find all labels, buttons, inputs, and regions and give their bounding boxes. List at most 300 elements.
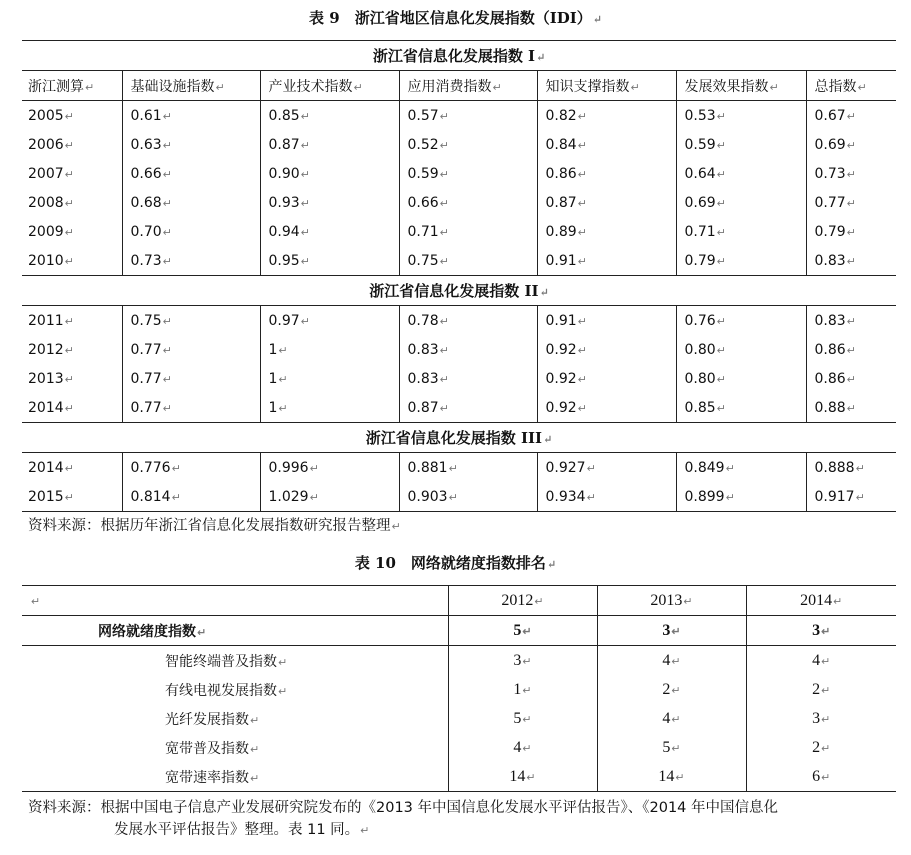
paragraph-mark-icon: ↵ [278, 343, 288, 357]
table9-value-cell-text: 0.86 [545, 165, 577, 182]
table9-value-cell-text: 0.79 [684, 252, 716, 269]
paragraph-mark-icon: ↵ [250, 713, 260, 727]
table9-value-cell-text: 0.91 [545, 252, 577, 269]
table10-sub-value-text: 4 [662, 651, 671, 669]
table9-value-cell-text: 1 [268, 370, 278, 387]
paragraph-mark-icon: ↵ [162, 109, 172, 123]
table10-corner-cell [22, 586, 448, 616]
paragraph-mark-icon: ↵ [821, 742, 831, 755]
table9-value-cell [122, 335, 260, 364]
paragraph-mark-icon: ↵ [278, 684, 288, 698]
table9-value-cell [399, 364, 537, 393]
paragraph-mark-icon: ↵ [833, 595, 843, 608]
table9-section-title-row [22, 276, 896, 306]
table10-sub-value [746, 762, 896, 792]
table9-row [22, 130, 896, 159]
table9-row [22, 159, 896, 188]
table9-value-cell [537, 482, 676, 512]
table10-main-value [746, 616, 896, 646]
table9-value-cell [806, 393, 896, 423]
table10-sub-row [22, 646, 896, 676]
paragraph-mark-icon: ↵ [577, 109, 587, 123]
table9-value-cell [676, 217, 806, 246]
table9-section-title-row [22, 41, 896, 71]
paragraph-mark-icon: ↵ [64, 225, 74, 239]
table9-header-cell-text: 总指数 [814, 78, 857, 95]
table9-year-cell [22, 482, 122, 512]
paragraph-mark-icon: ↵ [64, 254, 74, 268]
table9-value-cell-text: 0.89 [545, 223, 577, 240]
paragraph-mark-icon: ↵ [439, 109, 449, 123]
table9-value-cell [260, 393, 399, 423]
table9-section-title-text: 浙江省信息化发展指数 I [372, 47, 536, 65]
table10-main-row [22, 616, 896, 646]
table9-year-cell-text: 2015 [28, 488, 64, 505]
table9-value-cell [399, 188, 537, 217]
table10-sub-value [448, 646, 597, 676]
table9-section-title-text: 浙江省信息化发展指数 III [365, 429, 543, 447]
table10-year-header-text: 2013 [650, 591, 683, 609]
table9-title [0, 8, 911, 30]
table9-header-cell-text: 产业技术指数 [268, 78, 353, 95]
table10-sub-value-text: 6 [812, 767, 821, 785]
paragraph-mark-icon: ↵ [716, 372, 726, 386]
table10-sub-label [22, 704, 448, 733]
paragraph-mark-icon: ↵ [439, 401, 449, 415]
table10-sub-label-text: 有线电视发展指数 [165, 682, 277, 699]
table9-header-row [22, 71, 896, 101]
paragraph-mark-icon: ↵ [300, 314, 310, 328]
table9-row [22, 101, 896, 131]
paragraph-mark-icon: ↵ [360, 824, 370, 837]
table9-header-cell [122, 71, 260, 101]
paragraph-mark-icon: ↵ [64, 401, 74, 415]
paragraph-mark-icon: ↵ [64, 138, 74, 152]
paragraph-mark-icon: ↵ [439, 314, 449, 328]
table9-source-note [28, 515, 401, 538]
table9-year-cell [22, 246, 122, 276]
table9-year-cell [22, 217, 122, 246]
table9-header-cell [676, 71, 806, 101]
table9-value-cell-text: 0.66 [130, 165, 162, 182]
table9-year-cell [22, 393, 122, 423]
paragraph-mark-icon: ↵ [439, 225, 449, 239]
table10-sub-label [22, 733, 448, 762]
paragraph-mark-icon: ↵ [671, 742, 681, 755]
table9-value-cell [676, 101, 806, 131]
table9-value-cell-text: 0.66 [407, 194, 439, 211]
table10-sub-row [22, 733, 896, 762]
table10-source-line1: 资料来源：根据中国电子信息产业发展研究院发布的《2013 年中国信息化发展水平评估报告》、《2014 年中国信息化 [28, 800, 779, 816]
table9-year-cell [22, 188, 122, 217]
paragraph-mark-icon: ↵ [671, 684, 681, 697]
paragraph-mark-icon: ↵ [716, 109, 726, 123]
table9-header-cell-text: 知识支撑指数 [545, 78, 630, 95]
table10-sub-value [597, 675, 746, 704]
table9-value-cell [260, 364, 399, 393]
table9-value-cell [537, 306, 676, 336]
paragraph-mark-icon: ↵ [671, 713, 681, 726]
table9-value-cell [676, 246, 806, 276]
table9-value-cell-text: 0.87 [407, 399, 439, 416]
paragraph-mark-icon: ↵ [846, 254, 856, 268]
table10-sub-value-text: 4 [662, 709, 671, 727]
paragraph-mark-icon: ↵ [846, 109, 856, 123]
table9-header-cell [537, 71, 676, 101]
paragraph-mark-icon: ↵ [278, 401, 288, 415]
paragraph-mark-icon: ↵ [64, 109, 74, 123]
table10-sub-value [746, 704, 896, 733]
table9-value-cell-text: 0.92 [545, 341, 577, 358]
table9-value-cell [537, 130, 676, 159]
table9-header-cell-text: 发展效果指数 [684, 78, 769, 95]
paragraph-mark-icon: ↵ [716, 343, 726, 357]
paragraph-mark-icon: ↵ [162, 314, 172, 328]
table9-value-cell [399, 453, 537, 483]
table10-sub-label [22, 762, 448, 792]
table9-value-cell-text: 0.86 [814, 370, 846, 387]
table9-value-cell-text: 0.77 [130, 370, 162, 387]
paragraph-mark-icon: ↵ [64, 372, 74, 386]
paragraph-mark-icon: ↵ [162, 254, 172, 268]
paragraph-mark-icon: ↵ [64, 167, 74, 181]
table9-value-cell-text: 0.881 [407, 459, 448, 476]
table10-sub-value [746, 646, 896, 676]
paragraph-mark-icon: ↵ [716, 167, 726, 181]
table9-value-cell [806, 159, 896, 188]
paragraph-mark-icon: ↵ [522, 684, 532, 697]
table9-value-cell-text: 0.93 [268, 194, 300, 211]
paragraph-mark-icon: ↵ [300, 167, 310, 181]
table10-sub-value [448, 733, 597, 762]
table9-value-cell [676, 159, 806, 188]
table9-value-cell-text: 0.82 [545, 107, 577, 124]
paragraph-mark-icon: ↵ [769, 80, 779, 94]
table9-value-cell-text: 0.53 [684, 107, 716, 124]
paragraph-mark-icon: ↵ [162, 138, 172, 152]
table9-value-cell [260, 246, 399, 276]
paragraph-mark-icon: ↵ [162, 167, 172, 181]
table9-value-cell-text: 0.814 [130, 488, 171, 505]
paragraph-mark-icon: ↵ [309, 461, 319, 475]
paragraph-mark-icon: ↵ [162, 372, 172, 386]
paragraph-mark-icon: ↵ [448, 461, 458, 475]
table10-main-value-text: 5 [513, 621, 522, 639]
table9-value-cell [676, 335, 806, 364]
table9-value-cell [260, 101, 399, 131]
table9-year-cell [22, 335, 122, 364]
table10-year-header-text: 2012 [501, 591, 534, 609]
table9-value-cell [676, 306, 806, 336]
paragraph-mark-icon: ↵ [846, 343, 856, 357]
table9-value-cell-text: 0.61 [130, 107, 162, 124]
paragraph-mark-icon: ↵ [543, 433, 553, 446]
paragraph-mark-icon: ↵ [846, 314, 856, 328]
table9-header-cell [399, 71, 537, 101]
paragraph-mark-icon: ↵ [546, 558, 557, 571]
table9-year-cell [22, 364, 122, 393]
paragraph-mark-icon: ↵ [522, 713, 532, 726]
table9-row [22, 482, 896, 512]
table9-value-cell-text: 0.67 [814, 107, 846, 124]
paragraph-mark-icon: ↵ [439, 254, 449, 268]
paragraph-mark-icon: ↵ [300, 254, 310, 268]
table9-value-cell-text: 0.87 [545, 194, 577, 211]
paragraph-mark-icon: ↵ [577, 401, 587, 415]
paragraph-mark-icon: ↵ [300, 138, 310, 152]
paragraph-mark-icon: ↵ [31, 595, 41, 608]
paragraph-mark-icon: ↵ [821, 684, 831, 697]
table9-header-cell-text: 基础设施指数 [130, 78, 215, 95]
table9-row [22, 393, 896, 423]
paragraph-mark-icon: ↵ [671, 655, 681, 668]
table9-value-cell-text: 0.94 [268, 223, 300, 240]
table10-sub-row [22, 675, 896, 704]
paragraph-mark-icon: ↵ [439, 343, 449, 357]
paragraph-mark-icon: ↵ [171, 461, 181, 475]
paragraph-mark-icon: ↵ [171, 490, 181, 504]
paragraph-mark-icon: ↵ [64, 314, 74, 328]
table10-sub-value-text: 2 [812, 738, 821, 756]
paragraph-mark-icon: ↵ [716, 314, 726, 328]
table9-value-cell [399, 482, 537, 512]
table9-value-cell-text: 0.95 [268, 252, 300, 269]
paragraph-mark-icon: ↵ [162, 343, 172, 357]
table9-value-cell-text: 0.75 [407, 252, 439, 269]
paragraph-mark-icon: ↵ [855, 490, 865, 504]
table10-sub-value-text: 2 [812, 680, 821, 698]
table9-year-cell [22, 130, 122, 159]
paragraph-mark-icon: ↵ [85, 80, 95, 94]
table9-value-cell [537, 159, 676, 188]
paragraph-mark-icon: ↵ [683, 595, 693, 608]
table9-value-cell [676, 130, 806, 159]
table10-sub-value-text: 14 [509, 767, 526, 785]
paragraph-mark-icon: ↵ [492, 80, 502, 94]
table9-year-cell [22, 306, 122, 336]
paragraph-mark-icon: ↵ [846, 196, 856, 210]
table9-value-cell [260, 306, 399, 336]
table9-year-cell [22, 101, 122, 131]
table9-value-cell [399, 306, 537, 336]
paragraph-mark-icon: ↵ [716, 225, 726, 239]
paragraph-mark-icon: ↵ [353, 80, 363, 94]
paragraph-mark-icon: ↵ [592, 13, 602, 26]
paragraph-mark-icon: ↵ [162, 196, 172, 210]
table9-section-title-row [22, 423, 896, 453]
table9-value-cell [260, 188, 399, 217]
table9-value-cell-text: 0.80 [684, 370, 716, 387]
table10-sub-value-text: 1 [513, 680, 522, 698]
table10-sub-value-text: 2 [662, 680, 671, 698]
table9-value-cell [122, 364, 260, 393]
paragraph-mark-icon: ↵ [448, 490, 458, 504]
table10-main-value [597, 616, 746, 646]
table9-value-cell [676, 393, 806, 423]
paragraph-mark-icon: ↵ [577, 196, 587, 210]
table9-row [22, 364, 896, 393]
table10-sub-row [22, 704, 896, 733]
paragraph-mark-icon: ↵ [197, 625, 207, 639]
table9-row [22, 453, 896, 483]
table9-value-cell-text: 0.73 [814, 165, 846, 182]
paragraph-mark-icon: ↵ [577, 167, 587, 181]
table9-row [22, 246, 896, 276]
table9-section-title-text: 浙江省信息化发展指数 II [369, 282, 539, 300]
table10-year-header [746, 586, 896, 616]
table9-value-cell-text: 0.934 [545, 488, 586, 505]
table9-value-cell-text: 0.888 [814, 459, 855, 476]
table9-title-text: 表 9 浙江省地区信息化发展指数（IDI） [309, 9, 592, 27]
table10-main-label-text: 网络就绪度指数 [98, 623, 196, 640]
table10-sub-label-text: 智能终端普及指数 [165, 653, 277, 670]
table9-value-cell [399, 217, 537, 246]
table10-year-header [597, 586, 746, 616]
table9-value-cell-text: 0.78 [407, 312, 439, 329]
table9-year-cell-text: 2006 [28, 136, 64, 153]
table9-value-cell-text: 0.70 [130, 223, 162, 240]
table10-sub-value-text: 5 [662, 738, 671, 756]
table9-header-cell [806, 71, 896, 101]
table9-value-cell [122, 159, 260, 188]
table9-value-cell-text: 0.903 [407, 488, 448, 505]
table9-value-cell-text: 0.776 [130, 459, 171, 476]
table9-value-cell [806, 335, 896, 364]
table10-sub-value-text: 5 [513, 709, 522, 727]
table10-title [0, 553, 911, 575]
paragraph-mark-icon: ↵ [630, 80, 640, 94]
table10-sub-value [746, 733, 896, 762]
table10 [22, 585, 896, 792]
paragraph-mark-icon: ↵ [846, 372, 856, 386]
table9-value-cell [806, 130, 896, 159]
table9-value-cell-text: 1 [268, 399, 278, 416]
table10-main-value-text: 3 [812, 621, 821, 639]
paragraph-mark-icon: ↵ [439, 196, 449, 210]
table10-sub-value-text: 3 [812, 709, 821, 727]
paragraph-mark-icon: ↵ [539, 286, 549, 299]
table9-row [22, 188, 896, 217]
paragraph-mark-icon: ↵ [671, 625, 681, 638]
table9-year-cell-text: 2007 [28, 165, 64, 182]
table9-year-cell-text: 2014 [28, 399, 64, 416]
table9-value-cell [806, 101, 896, 131]
paragraph-mark-icon: ↵ [439, 138, 449, 152]
table9-value-cell [676, 482, 806, 512]
table10-sub-value [448, 704, 597, 733]
table9-value-cell-text: 0.996 [268, 459, 309, 476]
paragraph-mark-icon: ↵ [439, 372, 449, 386]
paragraph-mark-icon: ↵ [821, 655, 831, 668]
table9-value-cell-text: 0.91 [545, 312, 577, 329]
paragraph-mark-icon: ↵ [675, 771, 685, 784]
table9-value-cell-text: 0.57 [407, 107, 439, 124]
paragraph-mark-icon: ↵ [534, 595, 544, 608]
table9-year-cell-text: 2014 [28, 459, 64, 476]
table10-sub-value [448, 675, 597, 704]
table10-year-header-text: 2014 [800, 591, 833, 609]
table9-value-cell-text: 0.83 [407, 341, 439, 358]
table9-value-cell [806, 453, 896, 483]
paragraph-mark-icon: ↵ [300, 196, 310, 210]
table9-value-cell-text: 0.59 [407, 165, 439, 182]
table9-value-cell-text: 0.97 [268, 312, 300, 329]
table9-value-cell [806, 306, 896, 336]
paragraph-mark-icon: ↵ [64, 461, 74, 475]
table9-value-cell-text: 0.80 [684, 341, 716, 358]
table9-value-cell-text: 0.927 [545, 459, 586, 476]
table9-year-cell-text: 2013 [28, 370, 64, 387]
table9-year-cell-text: 2005 [28, 107, 64, 124]
table10-sub-value [597, 704, 746, 733]
table9-value-cell-text: 0.85 [268, 107, 300, 124]
table10-main-value-text: 3 [662, 621, 671, 639]
table9-value-cell [122, 130, 260, 159]
table9-value-cell-text: 0.68 [130, 194, 162, 211]
paragraph-mark-icon: ↵ [250, 742, 260, 756]
table10-source-note [28, 797, 778, 842]
paragraph-mark-icon: ↵ [577, 343, 587, 357]
paragraph-mark-icon: ↵ [278, 372, 288, 386]
paragraph-mark-icon: ↵ [309, 490, 319, 504]
table9-value-cell [806, 188, 896, 217]
table9-value-cell [537, 246, 676, 276]
paragraph-mark-icon: ↵ [577, 138, 587, 152]
paragraph-mark-icon: ↵ [821, 625, 831, 638]
paragraph-mark-icon: ↵ [522, 742, 532, 755]
table9-value-cell [537, 393, 676, 423]
table9-value-cell [399, 101, 537, 131]
table10-sub-value [448, 762, 597, 792]
paragraph-mark-icon: ↵ [64, 343, 74, 357]
table9-value-cell [676, 364, 806, 393]
table9-row [22, 217, 896, 246]
table9-value-cell [399, 335, 537, 364]
table9-value-cell-text: 0.87 [268, 136, 300, 153]
table10-main-value [448, 616, 597, 646]
table10-sub-value-text: 14 [658, 767, 675, 785]
paragraph-mark-icon: ↵ [577, 314, 587, 328]
paragraph-mark-icon: ↵ [577, 254, 587, 268]
table10-sub-label-text: 宽带速率指数 [165, 769, 249, 786]
table9-value-cell-text: 0.69 [814, 136, 846, 153]
table9-value-cell [122, 246, 260, 276]
table9-value-cell-text: 0.86 [814, 341, 846, 358]
table9-section-title [22, 41, 896, 71]
table9-value-cell-text: 0.83 [407, 370, 439, 387]
table10-sub-label-text: 宽带普及指数 [165, 740, 249, 757]
paragraph-mark-icon: ↵ [716, 138, 726, 152]
table9 [22, 40, 896, 512]
table10-year-header [448, 586, 597, 616]
table9-value-cell [537, 364, 676, 393]
paragraph-mark-icon: ↵ [716, 196, 726, 210]
table9-header-cell-text: 应用消费指数 [407, 78, 492, 95]
paragraph-mark-icon: ↵ [391, 520, 401, 533]
table10-sub-label [22, 646, 448, 676]
table9-value-cell [122, 188, 260, 217]
table10-sub-value [597, 762, 746, 792]
paragraph-mark-icon: ↵ [846, 401, 856, 415]
table9-value-cell-text: 0.69 [684, 194, 716, 211]
table9-section-title [22, 423, 896, 453]
table9-value-cell-text: 0.75 [130, 312, 162, 329]
table9-source-text: 资料来源：根据历年浙江省信息化发展指数研究报告整理 [28, 518, 391, 534]
paragraph-mark-icon: ↵ [821, 713, 831, 726]
table9-value-cell [260, 482, 399, 512]
table9-value-cell [260, 159, 399, 188]
paragraph-mark-icon: ↵ [64, 196, 74, 210]
